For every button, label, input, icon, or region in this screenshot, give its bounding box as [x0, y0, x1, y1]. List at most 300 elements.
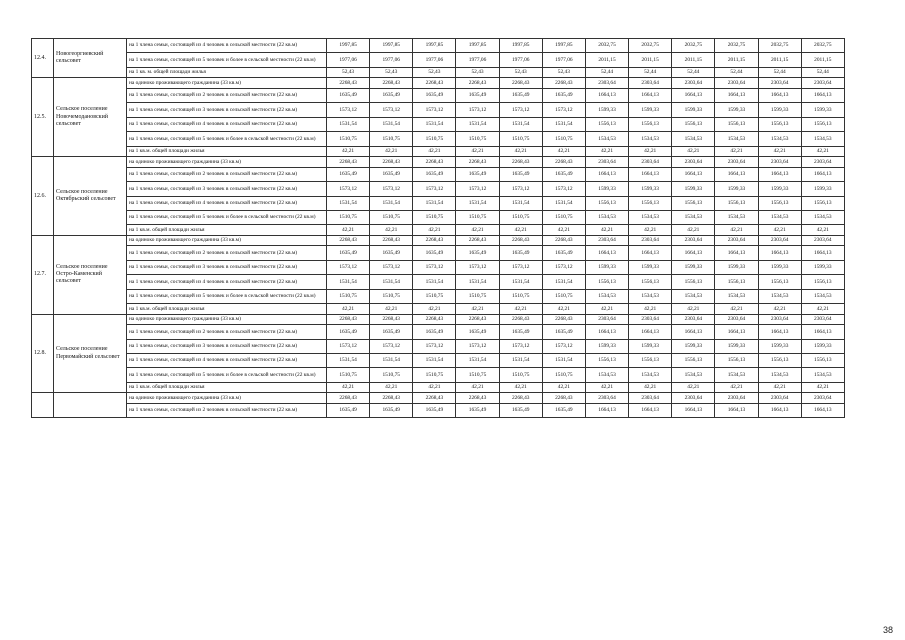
value-cell: 42,21	[715, 304, 758, 315]
category-cell: на 1 члена семьи, состоящей из 4 человек в сельской местности (22 кв.м)	[127, 39, 327, 53]
table-row	[32, 304, 845, 315]
value-cell: 1635,49	[370, 88, 413, 102]
value-cell: 42,21	[413, 225, 456, 236]
table-row	[32, 403, 845, 417]
value-cell: 52,43	[542, 67, 585, 78]
group-number: 12.7.	[32, 235, 54, 314]
value-cell: 1531,54	[370, 275, 413, 289]
value-cell: 42,21	[456, 225, 499, 236]
value-cell: 1531,54	[413, 354, 456, 368]
value-cell: 2303,64	[585, 78, 628, 89]
value-cell: 2303,64	[585, 393, 628, 404]
value-cell: 1556,13	[672, 196, 715, 210]
value-cell: 1664,13	[801, 246, 844, 260]
value-cell: 2303,64	[801, 393, 844, 404]
value-cell: 1635,49	[327, 246, 370, 260]
value-cell: 1556,13	[672, 117, 715, 131]
value-cell: 52,44	[758, 67, 801, 78]
value-cell: 1534,53	[758, 132, 801, 146]
value-cell: 2268,43	[456, 157, 499, 168]
value-cell: 1510,75	[413, 210, 456, 224]
value-cell: 2268,43	[542, 235, 585, 246]
value-cell: 2268,43	[456, 235, 499, 246]
value-cell: 1664,13	[801, 403, 844, 417]
value-cell: 1531,54	[413, 275, 456, 289]
value-cell: 1556,13	[801, 196, 844, 210]
value-cell: 1534,53	[758, 210, 801, 224]
value-cell: 42,21	[585, 146, 628, 157]
value-cell: 2268,43	[370, 393, 413, 404]
value-cell: 2303,64	[801, 157, 844, 168]
value-cell: 2268,43	[499, 314, 542, 325]
category-cell: на 1 члена семьи, состоящей из 2 человек в сельской местности (22 кв.м)	[127, 325, 327, 339]
value-cell: 2303,64	[758, 314, 801, 325]
value-cell: 42,21	[801, 146, 844, 157]
category-cell: на 1 члена семьи, состоящей из 2 человек в сельской местности (22 кв.м)	[127, 246, 327, 260]
value-cell: 42,21	[672, 382, 715, 393]
value-cell: 52,44	[801, 67, 844, 78]
table-row	[32, 39, 845, 53]
value-cell: 2268,43	[370, 235, 413, 246]
value-cell: 1977,06	[499, 53, 542, 67]
value-cell: 1635,49	[413, 246, 456, 260]
category-cell: на одиноко проживающего гражданина (33 кв.м)	[127, 157, 327, 168]
value-cell: 42,21	[542, 304, 585, 315]
value-cell: 1556,13	[585, 196, 628, 210]
value-cell: 2303,64	[758, 235, 801, 246]
category-cell: на 1 члена семьи, состоящей из 5 человек и более в сельской местности (22 кв.м)	[127, 210, 327, 224]
table-row	[32, 146, 845, 157]
value-cell: 1534,53	[715, 368, 758, 382]
value-cell: 1510,75	[327, 210, 370, 224]
value-cell: 1510,75	[327, 368, 370, 382]
value-cell: 1635,49	[542, 88, 585, 102]
value-cell: 1531,54	[542, 196, 585, 210]
value-cell: 1510,75	[413, 368, 456, 382]
value-cell: 1556,13	[629, 275, 672, 289]
value-cell: 1556,13	[585, 117, 628, 131]
value-cell: 1997,85	[370, 39, 413, 53]
table-row	[32, 103, 845, 117]
group-number: 12.5.	[32, 78, 54, 157]
value-cell: 1534,53	[715, 210, 758, 224]
value-cell: 42,21	[585, 225, 628, 236]
value-cell: 1997,85	[413, 39, 456, 53]
value-cell: 1664,13	[629, 88, 672, 102]
value-cell: 2303,64	[672, 78, 715, 89]
value-cell: 1510,75	[327, 132, 370, 146]
value-cell: 42,21	[801, 225, 844, 236]
value-cell: 2303,64	[715, 157, 758, 168]
value-cell: 1531,54	[456, 354, 499, 368]
value-cell: 1534,53	[801, 368, 844, 382]
value-cell: 2303,64	[672, 314, 715, 325]
group-number: 12.8.	[32, 314, 54, 393]
value-cell: 1531,54	[499, 196, 542, 210]
value-cell: 2011,15	[672, 53, 715, 67]
settlement-name: Сельское поселение Октябрьский сельсовет	[54, 157, 127, 236]
value-cell: 2268,43	[370, 78, 413, 89]
value-cell: 52,43	[499, 67, 542, 78]
value-cell: 1556,13	[585, 354, 628, 368]
category-cell: на 1 кв.м. общей площади жилья	[127, 304, 327, 315]
value-cell: 2011,15	[629, 53, 672, 67]
value-cell: 42,21	[542, 382, 585, 393]
value-cell: 1556,13	[629, 196, 672, 210]
value-cell: 1664,13	[672, 88, 715, 102]
value-cell: 42,21	[499, 304, 542, 315]
value-cell: 1534,53	[629, 289, 672, 303]
value-cell: 1599,33	[715, 103, 758, 117]
value-cell: 42,21	[370, 382, 413, 393]
value-cell: 1635,49	[542, 403, 585, 417]
value-cell: 1599,33	[672, 260, 715, 274]
value-cell: 2303,64	[585, 235, 628, 246]
value-cell: 1510,75	[370, 368, 413, 382]
value-cell: 2303,64	[758, 393, 801, 404]
value-cell: 1531,54	[327, 196, 370, 210]
table-row	[32, 132, 845, 146]
value-cell: 2268,43	[327, 235, 370, 246]
value-cell: 1635,49	[413, 325, 456, 339]
value-cell: 1534,53	[672, 132, 715, 146]
value-cell: 1599,33	[672, 182, 715, 196]
value-cell: 2303,64	[801, 314, 844, 325]
value-cell: 2303,64	[672, 157, 715, 168]
value-cell: 1556,13	[758, 354, 801, 368]
value-cell: 1531,54	[499, 275, 542, 289]
value-cell: 1534,53	[801, 210, 844, 224]
tariff-table-page	[31, 38, 844, 418]
table-row	[32, 289, 845, 303]
value-cell: 1556,13	[715, 354, 758, 368]
value-cell: 1531,54	[413, 196, 456, 210]
value-cell: 1573,12	[499, 103, 542, 117]
table-row	[32, 157, 845, 168]
value-cell: 2268,43	[542, 157, 585, 168]
value-cell: 42,21	[499, 382, 542, 393]
value-cell: 1531,54	[456, 196, 499, 210]
value-cell: 2268,43	[499, 78, 542, 89]
value-cell: 52,44	[629, 67, 672, 78]
value-cell: 2303,64	[715, 235, 758, 246]
value-cell: 1635,49	[413, 167, 456, 181]
value-cell: 1599,33	[672, 103, 715, 117]
table-row	[32, 382, 845, 393]
value-cell: 1635,49	[499, 403, 542, 417]
value-cell: 2032,75	[629, 39, 672, 53]
value-cell: 1599,33	[585, 182, 628, 196]
value-cell: 42,21	[672, 225, 715, 236]
value-cell: 42,21	[672, 146, 715, 157]
value-cell: 1599,33	[801, 103, 844, 117]
value-cell: 1534,53	[801, 289, 844, 303]
value-cell: 1599,33	[715, 260, 758, 274]
value-cell: 1510,75	[499, 289, 542, 303]
table-row	[32, 235, 845, 246]
value-cell: 1664,13	[585, 167, 628, 181]
value-cell: 1599,33	[585, 339, 628, 353]
value-cell: 42,21	[370, 304, 413, 315]
value-cell: 1556,13	[801, 354, 844, 368]
value-cell: 1664,13	[672, 403, 715, 417]
value-cell: 1534,53	[629, 132, 672, 146]
table-row	[32, 210, 845, 224]
value-cell: 1556,13	[801, 275, 844, 289]
value-cell: 2303,64	[672, 235, 715, 246]
value-cell: 2303,64	[801, 235, 844, 246]
value-cell: 1664,13	[629, 167, 672, 181]
value-cell: 1573,12	[499, 339, 542, 353]
value-cell: 1635,49	[456, 403, 499, 417]
category-cell: на 1 члена семьи, состоящей из 3 человек в сельской местности (22 кв.м)	[127, 339, 327, 353]
value-cell: 1599,33	[629, 103, 672, 117]
category-cell: на 1 члена семьи, состоящей из 3 человек в сельской местности (22 кв.м)	[127, 260, 327, 274]
table-row	[32, 196, 845, 210]
value-cell: 1573,12	[327, 182, 370, 196]
value-cell: 1534,53	[585, 368, 628, 382]
value-cell: 1635,49	[370, 167, 413, 181]
value-cell: 1573,12	[327, 103, 370, 117]
value-cell: 52,44	[585, 67, 628, 78]
value-cell: 1531,54	[456, 275, 499, 289]
value-cell: 1977,06	[542, 53, 585, 67]
value-cell: 1635,49	[542, 167, 585, 181]
value-cell: 2268,43	[370, 314, 413, 325]
value-cell: 1573,12	[499, 260, 542, 274]
value-cell: 1556,13	[585, 275, 628, 289]
value-cell: 42,21	[672, 304, 715, 315]
value-cell: 1556,13	[715, 117, 758, 131]
value-cell: 1534,53	[672, 368, 715, 382]
value-cell: 2268,43	[456, 78, 499, 89]
value-cell: 2032,75	[801, 39, 844, 53]
value-cell: 1635,49	[413, 403, 456, 417]
value-cell: 2303,64	[629, 157, 672, 168]
value-cell: 1664,13	[801, 88, 844, 102]
value-cell: 2011,15	[585, 53, 628, 67]
value-cell: 2303,64	[585, 314, 628, 325]
value-cell: 1599,33	[801, 339, 844, 353]
value-cell: 1664,13	[585, 325, 628, 339]
value-cell: 2303,64	[758, 157, 801, 168]
value-cell: 2268,43	[327, 157, 370, 168]
table-row	[32, 368, 845, 382]
value-cell: 1534,53	[758, 289, 801, 303]
value-cell: 1573,12	[542, 339, 585, 353]
value-cell: 2011,15	[715, 53, 758, 67]
value-cell: 2011,15	[758, 53, 801, 67]
value-cell: 2303,64	[629, 393, 672, 404]
value-cell: 2268,43	[542, 314, 585, 325]
value-cell: 42,21	[542, 225, 585, 236]
value-cell: 1534,53	[629, 210, 672, 224]
settlement-name	[54, 393, 127, 418]
value-cell: 42,21	[542, 146, 585, 157]
value-cell: 1664,13	[629, 403, 672, 417]
value-cell: 42,21	[413, 382, 456, 393]
value-cell: 1510,75	[370, 210, 413, 224]
value-cell: 2268,43	[327, 393, 370, 404]
value-cell: 2268,43	[413, 157, 456, 168]
value-cell: 1635,49	[542, 325, 585, 339]
value-cell: 42,21	[499, 225, 542, 236]
category-cell: на 1 члена семьи, состоящей из 2 человек в сельской местности (22 кв.м)	[127, 167, 327, 181]
value-cell: 1531,54	[327, 275, 370, 289]
value-cell: 2303,64	[801, 78, 844, 89]
value-cell: 1510,75	[456, 132, 499, 146]
value-cell: 1664,13	[585, 246, 628, 260]
value-cell: 42,21	[715, 382, 758, 393]
value-cell: 1664,13	[715, 325, 758, 339]
group-number: 12.4.	[32, 39, 54, 78]
value-cell: 1556,13	[801, 117, 844, 131]
value-cell: 1599,33	[585, 103, 628, 117]
value-cell: 1635,49	[370, 246, 413, 260]
value-cell: 42,21	[715, 146, 758, 157]
value-cell: 1573,12	[456, 103, 499, 117]
value-cell: 1664,13	[629, 325, 672, 339]
value-cell: 42,21	[585, 304, 628, 315]
value-cell: 1534,53	[585, 289, 628, 303]
category-cell: на 1 члена семьи, состоящей из 4 человек в сельской местности (22 кв.м)	[127, 275, 327, 289]
value-cell: 1510,75	[542, 289, 585, 303]
value-cell: 1510,75	[370, 289, 413, 303]
value-cell: 1534,53	[672, 289, 715, 303]
value-cell: 1635,49	[327, 88, 370, 102]
value-cell: 1573,12	[370, 182, 413, 196]
value-cell: 1510,75	[370, 132, 413, 146]
value-cell: 2268,43	[542, 393, 585, 404]
table-row	[32, 167, 845, 181]
value-cell: 42,21	[715, 225, 758, 236]
value-cell: 1510,75	[542, 210, 585, 224]
category-cell: на 1 члена семьи, состоящей из 4 человек в сельской местности (22 кв.м)	[127, 196, 327, 210]
value-cell: 2303,64	[629, 235, 672, 246]
value-cell: 1635,49	[413, 88, 456, 102]
value-cell: 2268,43	[413, 314, 456, 325]
value-cell: 1531,54	[370, 354, 413, 368]
category-cell: на 1 члена семьи, состоящей из 2 человек в сельской местности (22 кв.м)	[127, 403, 327, 417]
value-cell: 1635,49	[456, 246, 499, 260]
value-cell: 1977,06	[456, 53, 499, 67]
table-row	[32, 182, 845, 196]
value-cell: 2268,43	[327, 78, 370, 89]
value-cell: 2268,43	[499, 235, 542, 246]
table-row	[32, 53, 845, 67]
value-cell: 1664,13	[585, 88, 628, 102]
category-cell: на 1 члена семьи, состоящей из 5 человек и более в сельской местности (22 кв.м)	[127, 53, 327, 67]
value-cell: 2011,15	[801, 53, 844, 67]
value-cell: 2268,43	[413, 78, 456, 89]
value-cell: 1531,54	[370, 117, 413, 131]
value-cell: 1664,13	[715, 167, 758, 181]
value-cell: 42,21	[585, 382, 628, 393]
value-cell: 1573,12	[413, 103, 456, 117]
value-cell: 1664,13	[758, 246, 801, 260]
value-cell: 1510,75	[456, 289, 499, 303]
value-cell: 2032,75	[672, 39, 715, 53]
tariff-table	[31, 38, 845, 418]
table-row	[32, 260, 845, 274]
value-cell: 1534,53	[801, 132, 844, 146]
value-cell: 2303,64	[715, 78, 758, 89]
value-cell: 2268,43	[542, 78, 585, 89]
value-cell: 1534,53	[715, 289, 758, 303]
value-cell: 52,44	[672, 67, 715, 78]
value-cell: 1556,13	[758, 196, 801, 210]
value-cell: 52,44	[715, 67, 758, 78]
table-row	[32, 246, 845, 260]
value-cell: 1664,13	[758, 167, 801, 181]
category-cell: на одиноко проживающего гражданина (33 кв.м)	[127, 235, 327, 246]
value-cell: 1556,13	[629, 117, 672, 131]
value-cell: 52,43	[413, 67, 456, 78]
value-cell: 1599,33	[672, 339, 715, 353]
value-cell: 1599,33	[585, 260, 628, 274]
value-cell: 42,21	[456, 382, 499, 393]
value-cell: 1635,49	[370, 403, 413, 417]
value-cell: 2268,43	[413, 393, 456, 404]
value-cell: 1599,33	[715, 182, 758, 196]
value-cell: 1510,75	[542, 368, 585, 382]
value-cell: 2303,64	[629, 314, 672, 325]
value-cell: 1599,33	[629, 260, 672, 274]
settlement-name: Сельское поселение Остро-Каменский сельсовет	[54, 235, 127, 314]
category-cell: на 1 члена семьи, состоящей из 5 человек и более в сельской местности (22 кв.м)	[127, 289, 327, 303]
value-cell: 42,21	[327, 146, 370, 157]
table-row	[32, 225, 845, 236]
value-cell: 1573,12	[413, 339, 456, 353]
value-cell: 1664,13	[585, 403, 628, 417]
table-row	[32, 325, 845, 339]
value-cell: 1531,54	[542, 117, 585, 131]
value-cell: 1599,33	[715, 339, 758, 353]
value-cell: 2268,43	[499, 393, 542, 404]
value-cell: 1573,12	[413, 260, 456, 274]
value-cell: 1573,12	[413, 182, 456, 196]
value-cell: 42,21	[370, 146, 413, 157]
value-cell: 1664,13	[672, 325, 715, 339]
value-cell: 1635,49	[456, 325, 499, 339]
value-cell: 1531,54	[370, 196, 413, 210]
value-cell: 1664,13	[758, 88, 801, 102]
value-cell: 1531,54	[327, 354, 370, 368]
value-cell: 2032,75	[585, 39, 628, 53]
value-cell: 1573,12	[456, 339, 499, 353]
value-cell: 42,21	[499, 146, 542, 157]
value-cell: 2303,64	[585, 157, 628, 168]
value-cell: 1573,12	[542, 182, 585, 196]
value-cell: 1531,54	[542, 354, 585, 368]
value-cell: 1510,75	[413, 132, 456, 146]
value-cell: 2268,43	[456, 393, 499, 404]
value-cell: 1664,13	[758, 325, 801, 339]
value-cell: 1534,53	[672, 210, 715, 224]
value-cell: 1573,12	[370, 103, 413, 117]
value-cell: 1997,85	[542, 39, 585, 53]
value-cell: 42,21	[758, 225, 801, 236]
value-cell: 2268,43	[370, 157, 413, 168]
value-cell: 42,21	[801, 304, 844, 315]
value-cell: 42,21	[801, 382, 844, 393]
value-cell: 1635,49	[370, 325, 413, 339]
group-number: 12.6.	[32, 157, 54, 236]
value-cell: 1664,13	[801, 325, 844, 339]
value-cell: 42,21	[629, 304, 672, 315]
value-cell: 42,21	[456, 304, 499, 315]
value-cell: 1510,75	[456, 368, 499, 382]
